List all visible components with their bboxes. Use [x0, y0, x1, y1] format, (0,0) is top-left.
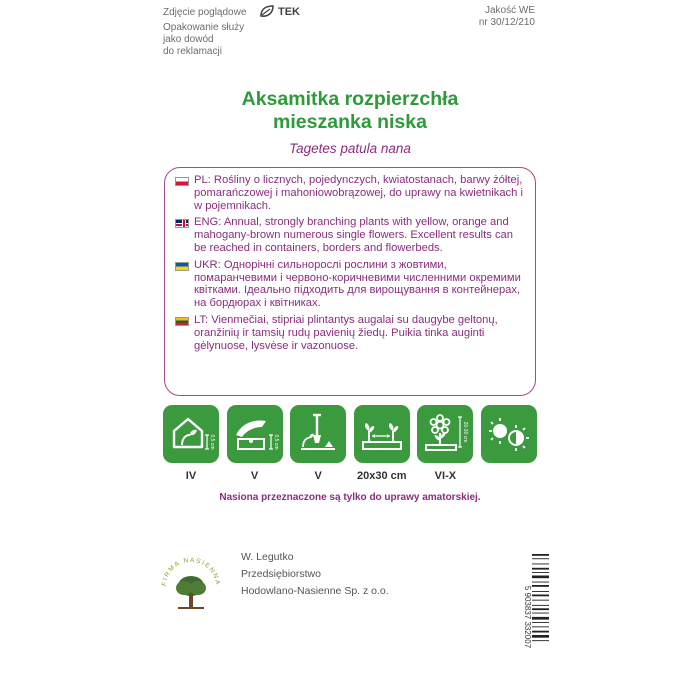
barcode-bar: [532, 600, 549, 601]
leaf-icon: [259, 5, 275, 18]
barcode-bar: [532, 595, 549, 597]
preview-label: Zdjęcie poglądowe: [163, 7, 247, 18]
producer-info: [241, 549, 389, 600]
description-box: [164, 167, 536, 396]
plant-height-text: 20-30 cm: [462, 421, 469, 443]
barcode-bar: [532, 558, 549, 559]
brand-name: TEK: [278, 5, 300, 18]
description-text: LT: Vienmečiai, stipriai plintantys augalai su daugybe geltonų, oranžinių ir tamsių rudų pavienių žiedų. Puikia tinka auginti gėlynuose, lysvėse ir vazonuose.: [194, 313, 498, 352]
transplanting-icon: [290, 405, 346, 463]
barcode-bar: [532, 622, 549, 623]
description-text: PL: Rośliny o licznych, pojedynczych, kwiatostanach, barwy żółtej, pomarańczowej i mahoniowobrązowej, do uprawy na kwietnikach i w pojemnikach.: [194, 174, 523, 212]
producer-line: Przedsiębiorstwo: [241, 568, 321, 580]
barcode-bar: [532, 585, 549, 587]
description-pl: [175, 174, 527, 212]
latin-name: Tagetes patula nana: [289, 141, 411, 156]
barcode-bar: [532, 564, 549, 565]
producer-name: W. Legutko: [241, 551, 294, 563]
greenhouse-sowing-icon: [163, 405, 219, 463]
lithuania-flag-icon: [175, 317, 189, 326]
uk-flag-icon: [175, 219, 189, 228]
barcode-bar: [532, 617, 549, 620]
product-title-line2: mieszanka niska: [273, 111, 427, 133]
quality-label: Jakość WE: [484, 5, 535, 16]
barcode-bar: [532, 626, 549, 627]
barcode-bar: [532, 568, 549, 570]
complaint-disclaimer: [163, 22, 263, 58]
flowering-icon: [417, 405, 473, 463]
product-title-line1: Aksamitka rozpierzchła: [241, 88, 459, 110]
disclaimer-line: do reklamacji: [163, 46, 222, 57]
legutko-tree-logo: [158, 553, 224, 619]
quality-info: [415, 5, 535, 29]
barcode-bar: [532, 576, 549, 579]
disclaimer-line: jako dowód: [163, 34, 214, 45]
ukraine-flag-icon: [175, 262, 189, 271]
transplant-month-label: V: [314, 470, 322, 482]
description-text: UKR: Однорічні сильнорослі рослини з жовтими, помаранчевими і червоно-коричневими численними окремими квітками. Ідеально підходить для вирощування в контейнерах, на бордюрах і квітниках.: [194, 258, 521, 310]
product-title: [150, 88, 550, 134]
barcode-bar: [532, 631, 549, 633]
flowering-period-label: VI-X: [434, 470, 457, 482]
logo-arc-text: FIRMA NASIENNA: [160, 556, 222, 587]
sowing-month-label: V: [250, 470, 259, 482]
disclaimer-line: Opakowanie służy: [163, 22, 245, 33]
sowing-depth-text: 0,5 cm: [272, 434, 279, 450]
barcode: [519, 552, 549, 682]
barcode-bar: [532, 613, 549, 614]
barcode-bar: [532, 554, 549, 556]
barcode-bar: [532, 572, 549, 573]
barcode-bar: [532, 635, 549, 638]
sun-label: [481, 470, 537, 482]
barcode-number: 5 903837 332007: [523, 585, 532, 649]
tek-logo: [259, 5, 300, 18]
amateur-use-note: Nasiona przeznaczone są tylko do uprawy amatorskiej.: [219, 492, 481, 503]
sun-exposure-icon: [481, 405, 537, 463]
icon-labels: [163, 470, 537, 482]
producer-line: Hodowlano-Nasienne Sp. z o.o.: [241, 585, 389, 597]
spacing-icon: [354, 405, 410, 463]
description-en: [175, 216, 527, 254]
poland-flag-icon: [175, 177, 189, 186]
sowing-depth-text: 0,5 cm: [209, 434, 215, 450]
description-text: ENG: Annual, strongly branching plants with yellow, orange and mahogany-brown numerous single flowers. Excellent results can be reached in containers, borders and flowerbeds.: [194, 216, 513, 254]
barcode-bar: [532, 591, 549, 592]
barcode-bar: [532, 605, 549, 606]
sowing-month-label: IV: [185, 470, 197, 482]
barcode-bar: [532, 640, 549, 641]
cultivation-icons: [163, 405, 537, 463]
barcode-bar: [532, 608, 549, 610]
description-ua: [175, 259, 527, 310]
quality-number: nr 30/12/210: [478, 17, 535, 28]
description-lt: [175, 314, 527, 352]
spacing-label: 20x30 cm: [357, 470, 407, 482]
open-ground-sowing-icon: [227, 405, 283, 463]
barcode-bar: [532, 582, 549, 583]
